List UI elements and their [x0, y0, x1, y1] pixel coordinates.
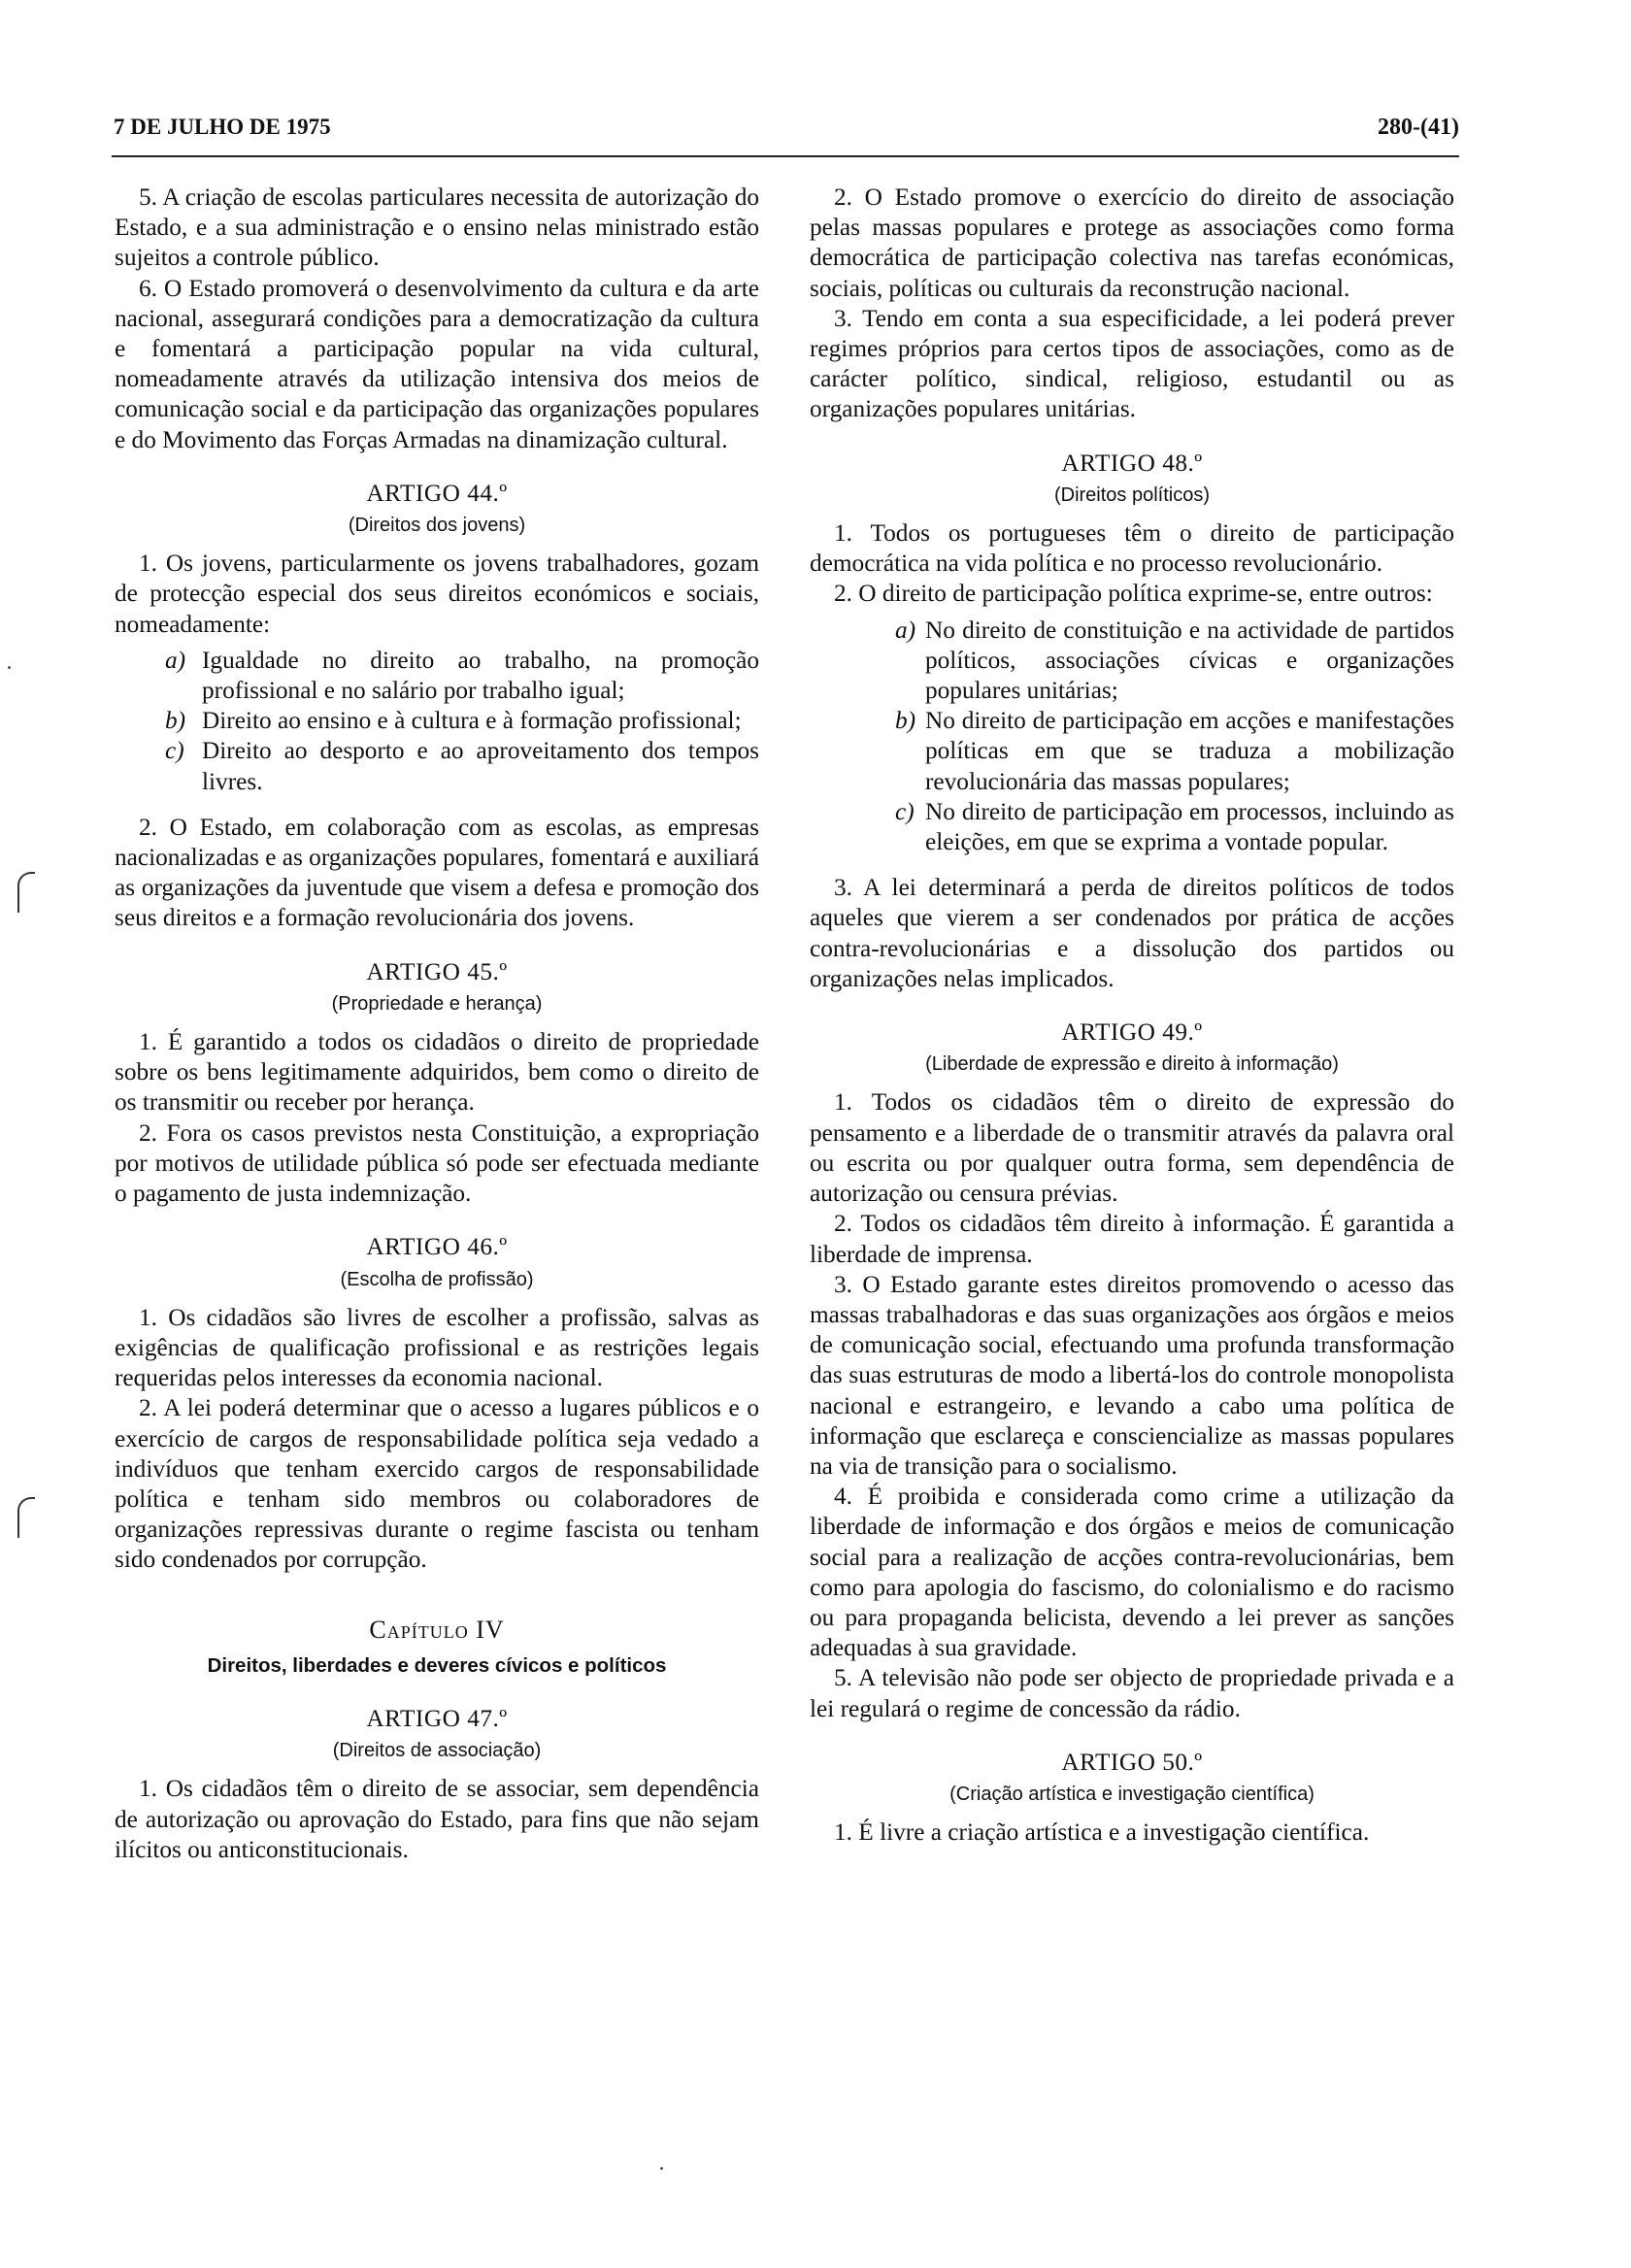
list	[810, 616, 1454, 858]
header-date: 7 DE JULHO DE 1975	[114, 115, 331, 139]
list-item	[115, 646, 759, 706]
list-item-label: a)	[165, 646, 186, 674]
paragraph: 1. É garantido a todos os cidadãos o direito de propriedade sobre os bens legitimamente adquiridos, bem como o direito de os transmitir ou receber por herança.	[115, 1028, 759, 1117]
article-title: ARTIGO 48.º	[1061, 449, 1203, 477]
list-item	[810, 797, 1454, 857]
article-title: ARTIGO 45.º	[366, 957, 508, 985]
paragraph: 4. É proibida e considerada como crime a utilização da liberdade de informação e dos órgãos e meios de comunicação social para a realização de acções contra-revolucionárias, bem como para apologia do fascismo, do colonialismo e do racismo ou para propaganda belicista, devendo a lei prever as sanções adequadas à sua gravidade.	[810, 1483, 1454, 1662]
paragraph: 6. O Estado promoverá o desenvolvimento da cultura e da arte nacional, assegurará condições para a democratização da cultura e fomentará a participação popular na vida cultural, nomeadamente através da utilização intensiva dos meios de comunicação social e da participação das organizações populares e do Movimento das Forças Armadas na dinamização cultural.	[115, 274, 759, 453]
scan-speck	[660, 2167, 663, 2170]
list-item-label: c)	[165, 737, 184, 765]
paragraph: 1. Os cidadãos têm o direito de se associar, sem dependência de autorização ou aprovação do Estado, para fins que não sejam ilícitos ou anticonstitucionais.	[115, 1775, 759, 1863]
list-item-label: c)	[895, 797, 915, 825]
list-item-text: Igualdade no direito ao trabalho, na promoção profissional e no salário por trabalho igual;	[202, 646, 759, 705]
chapter-subtitle: Direitos, liberdades e deveres cívicos e políticos	[207, 1653, 667, 1677]
article-subtitle: (Propriedade e herança)	[331, 992, 543, 1015]
list-item-label: a)	[895, 616, 916, 644]
margin-mark-2	[17, 1497, 35, 1538]
article-subtitle: (Escolha de profissão)	[340, 1268, 534, 1290]
paragraph: 2. Fora os casos previstos nesta Constituição, a expropriação por motivos de utilidade pública só pode ser efectuada mediante o pagamento de justa indemnização.	[115, 1118, 759, 1208]
paragraph: 1. Os cidadãos são livres de escolher a profissão, salvas as exigências de qualificação profissional e as restrições legais requeridas pelos interesses da economia nacional.	[115, 1303, 759, 1392]
paragraph: 2. O Estado, em colaboração com as escolas, as empresas nacionalizadas e as organizações populares, fomentará e auxiliará as organizações da juventude que visem a defesa e promoção dos seus direitos e a formação revolucionária dos jovens.	[115, 813, 759, 932]
list-item-text: No direito de participação em acções e manifestações políticas em que se traduza a mobilização revolucionária das massas populares;	[925, 707, 1454, 795]
chapter-title: Capítulo IV	[369, 1615, 505, 1644]
article-title: ARTIGO 50.º	[1061, 1748, 1203, 1776]
list-item	[115, 706, 759, 736]
list-item	[115, 736, 759, 796]
article-title: ARTIGO 44.º	[366, 479, 508, 507]
article-title: ARTIGO 49.º	[1061, 1018, 1203, 1047]
article-subtitle: (Direitos dos jovens)	[348, 515, 526, 537]
header-rule	[112, 155, 1459, 157]
article-subtitle: (Criação artística e investigação científica)	[949, 1783, 1315, 1805]
paragraph: 2. A lei poderá determinar que o acesso a lugares públicos e o exercício de cargos de responsabilidade política seja vedado a indivíduos que tenham exercido cargos de responsabilidade política e tenham sido membros ou colaboradores de organizações repressivas durante o regime fascista ou tenham sido condenados por corrupção.	[115, 1394, 759, 1574]
paragraph: 1. É livre a criação artística e a investigação científica.	[834, 1818, 1370, 1847]
list-item-label: b)	[895, 707, 916, 735]
header-page-number: 280-(41)	[1378, 115, 1459, 140]
article-title: ARTIGO 46.º	[366, 1233, 508, 1261]
article-subtitle: (Direitos de associação)	[332, 1740, 542, 1762]
list-item-text: No direito de participação em processos, incluindo as eleições, em que se exprima a vontade popular.	[925, 797, 1454, 856]
article-subtitle: (Liberdade de expressão e direito à informação)	[925, 1053, 1339, 1076]
list	[115, 646, 759, 797]
paragraph: 5. A televisão não pode ser objecto de propriedade privada e a lei regulará o regime de concessão da rádio.	[810, 1664, 1454, 1722]
list-item-text: No direito de constituição e na actividade de partidos políticos, associações cívicas e organizações populares unitárias;	[925, 616, 1454, 705]
page-header	[114, 115, 1459, 153]
list-item	[810, 706, 1454, 797]
paragraph: 3. A lei determinará a perda de direitos políticos de todos aqueles que vierem a ser condenados por prática de acções contra-revolucionárias e a dissolução dos partidos ou organizações nelas implicados.	[810, 874, 1454, 992]
paragraph: 5. A criação de escolas particulares necessita de autorização do Estado, e a sua administração e o ensino nelas ministrado estão sujeitos a controle público.	[115, 183, 759, 272]
paragraph: 2. O Estado promove o exercício do direito de associação pelas massas populares e protege as associações como forma democrática de participação colectiva nas tarefas económicas, sociais, políticas ou culturais da reconstrução nacional.	[810, 183, 1454, 302]
list-item-text: Direito ao ensino e à cultura e à formação profissional;	[202, 707, 742, 735]
paragraph: 1. Todos os portugueses têm o direito de participação democrática na vida política e no processo revolucionário.	[810, 519, 1454, 578]
margin-mark-1	[17, 872, 35, 913]
margin-dot	[8, 666, 11, 669]
list-item	[810, 616, 1454, 707]
article-title: ARTIGO 47.º	[366, 1704, 508, 1732]
left-column	[115, 183, 759, 1865]
paragraph: 3. O Estado garante estes direitos promovendo o acesso das massas trabalhadoras e das suas organizações aos órgãos e meios de comunicação social, efectuando uma profunda transformação das suas estruturas de modo a libertá-los do controle monopolista nacional e estrangeiro, e levando a cabo uma política de informação que esclareça e consciencialize as massas populares na via de transição para o socialismo.	[810, 1270, 1454, 1480]
list-item-text: Direito ao desporto e ao aproveitamento dos tempos livres.	[202, 737, 759, 795]
paragraph: 2. O direito de participação política exprime-se, entre outros:	[834, 580, 1433, 608]
paragraph: 2. Todos os cidadãos têm direito à informação. É garantida a liberdade de imprensa.	[810, 1210, 1454, 1268]
paragraph: 3. Tendo em conta a sua especificidade, a lei poderá prever regimes próprios para certos tipos de associações, como as de carácter político, sindical, religioso, estudantil ou as organizações populares unitárias.	[810, 304, 1454, 423]
article-subtitle: (Direitos políticos)	[1053, 484, 1211, 506]
list-item-label: b)	[165, 707, 186, 735]
right-column	[810, 183, 1454, 1848]
paragraph: 1. Os jovens, particularmente os jovens trabalhadores, gozam de protecção especial dos seus direitos económicos e sociais, nomeadamente:	[115, 550, 759, 638]
paragraph: 1. Todos os cidadãos têm o direito de expressão do pensamento e a liberdade de o transmitir através da palavra oral ou escrita ou por qualquer outra forma, sem dependência de autorização ou censura prévias.	[810, 1088, 1454, 1208]
